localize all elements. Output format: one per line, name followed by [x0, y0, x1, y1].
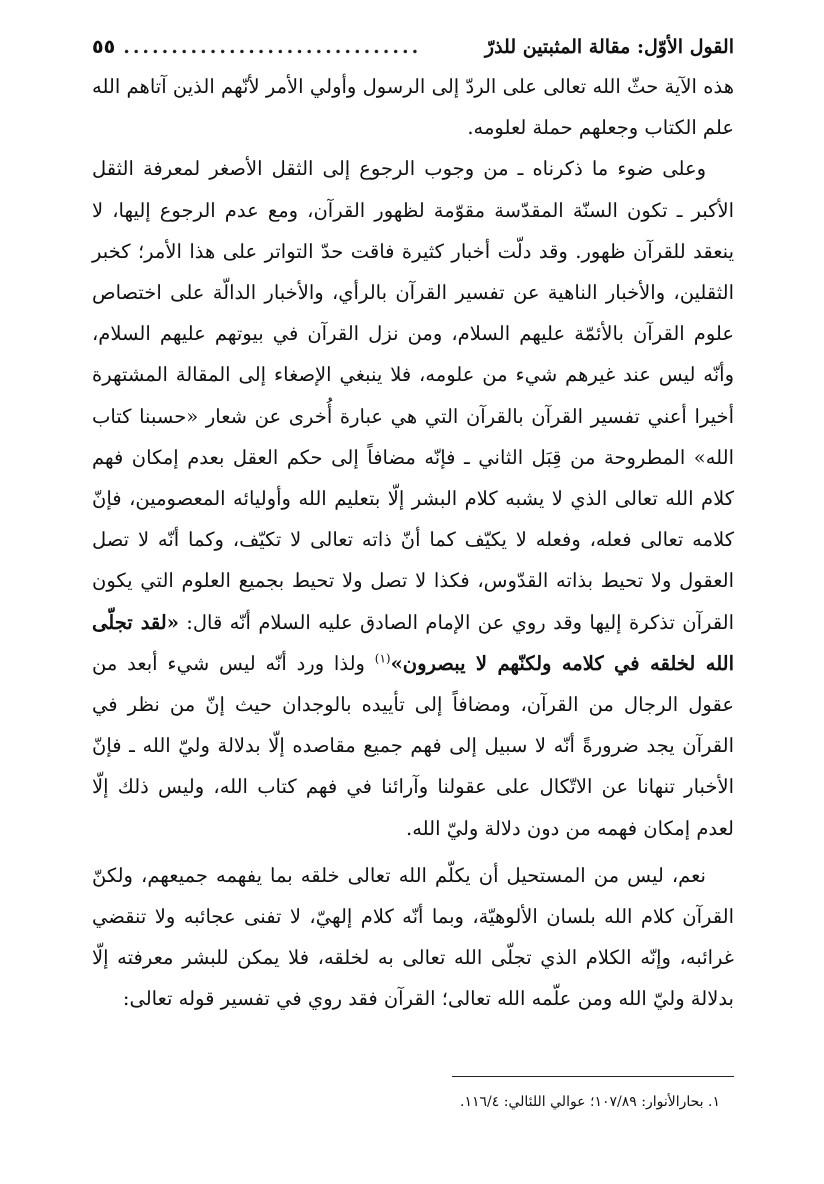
running-header	[92, 30, 734, 64]
body-text	[92, 66, 734, 1020]
page-number: ٥٥	[92, 36, 116, 58]
header-leader-dots: ...............................	[123, 36, 422, 58]
footnote-marker[interactable]: (١)	[374, 651, 391, 666]
paragraph-3: نعم، ليس من المستحيل أن يكلّم الله تعالى خلقه بما يفهمه جميعهم، ولكنّ القرآن كلام الله بلسان الألوهيّة، وبما أنّه كلام إلهيّ، لا تفنى عجائبه ولا تنقضي غرائبه، وإنّه الكلام الذي تجلّى الله تعالى به لخلقه، فلا يمكن للبشر معرفته إلّا بدلالة وليّ الله ومن علّمه الله تعالى؛ القرآن فقد روي في تفسير قوله تعالى:	[92, 863, 734, 1011]
paragraph-2	[92, 148, 734, 848]
hadith-quote: «لقد تجلّى الله لخلقه في كلامه ولكنّهم لا يبصرون»	[92, 610, 735, 675]
footnote: ١. بحارالأنوار: ١٠٧/٨٩؛ عوالي اللئالي: ١١٦/٤.	[460, 1094, 720, 1110]
chapter-title: القول الأوّل: مقالة المثبتين للذرّ	[484, 36, 734, 58]
paragraph-2-text-after: ولذا ورد أنّه ليس شيء أبعد من عقول الرجال من القرآن، ومضافاً إلى تأييده بالوجدان حيث إنّ من نظر في القرآن يجد ضرورةً أنّه لا سبيل إلى فهم جميع مقاصده إلّا بدلالة وليّ الله ـ فإنّ الأخبار تنهانا عن الاتّكال على عقولنا وآرائنا في فهم كتاب الله، وليس ذلك إلّا لعدم إمكان فهمه من دون دلالة وليّ الله.	[92, 651, 734, 840]
paragraph-1: هذه الآية حثّ الله تعالى على الردّ إلى الرسول وأولي الأمر لأنّهم الذين آتاهم الله علم الكتاب وجعلهم حملة لعلومه.	[92, 75, 734, 140]
footnote-divider	[452, 1076, 734, 1077]
paragraph-2-text: وعلى ضوء ما ذكرناه ـ من وجوب الرجوع إلى الثقل الأصغر لمعرفة الثقل الأكبر ـ تكون السنّة المقدّسة مقوّمة لظهور القرآن، ومع عدم الرجوع إليها، لا ينعقد للقرآن ظهور. وقد دلّت أخبار كثيرة فاقت حدّ التواتر على هذا الأمر؛ كخبر الثقلين، والأخبار الناهية عن تفسير القرآن بالرأي، والأخبار الدالّة على اختصاص علوم القرآن بالأئمّة عليهم السلام، ومن نزل القرآن في بيوتهم عليهم السلام، وأنّه ليس عند غيرهم شيء من علومه، فلا ينبغي الإصغاء إلى المقالة المشتهرة أخيرا أعني تفسير القرآن بالقرآن التي هي عبارة أُخرى عن شعار «حسبنا كتاب الله» المطروحة من قِبَل الثاني ـ فإنّه مضافاً إلى حكم العقل بعدم إمكان فهم كلام الله تعالى الذي لا يشبه كلام البشر إلّا بتعليم الله وأوليائه المعصومين، فإنّ كلامه تعالى فعله، وفعله لا يكيّف كما أنّ ذاته تعالى لا تكيّف، وكما أنّه لا تصل العقول ولا تحيط بذاته القدّوس، فكذا لا تصل ولا تحيط بجميع العلوم التي يكون القرآن تذكرة إليها وقد روي عن الإمام الصادق عليه السلام أنّه قال:	[92, 157, 734, 634]
